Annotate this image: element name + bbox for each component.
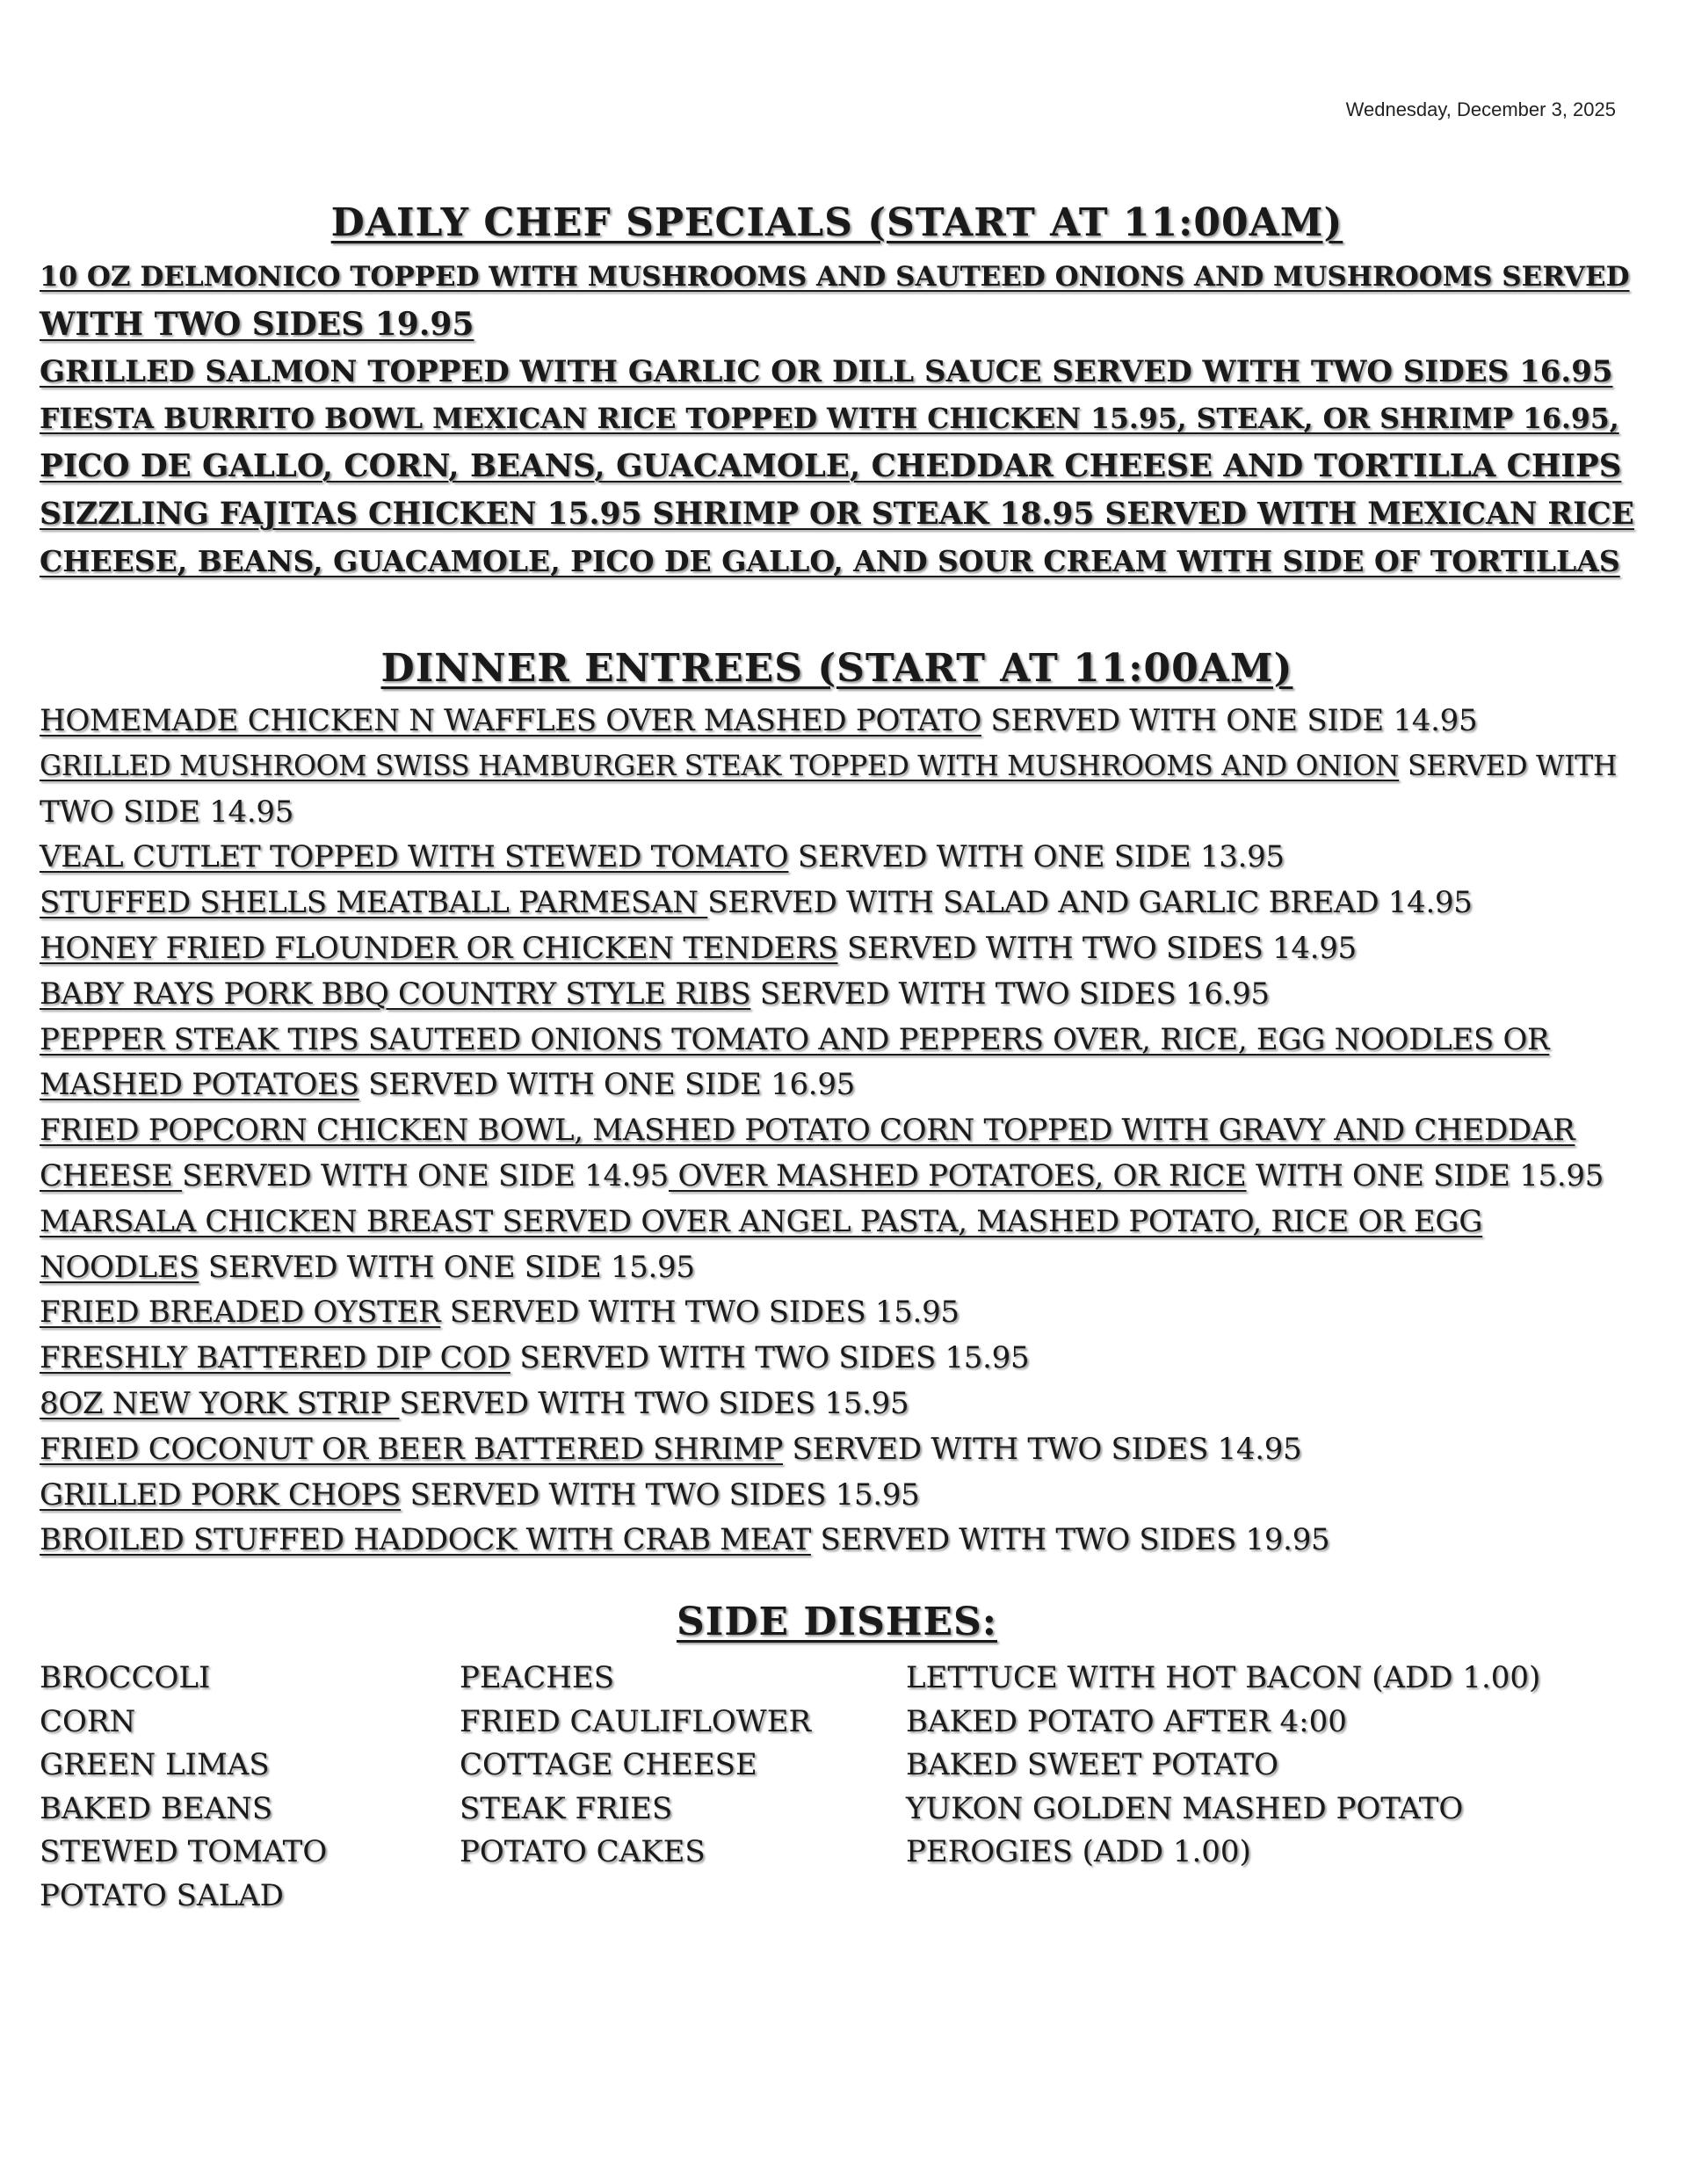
dinner-entrees-heading: DINNER ENTREES (START AT 11:00AM) xyxy=(380,646,1293,691)
entree-dish-name: HONEY FRIED FLOUNDER OR CHICKEN TENDERS xyxy=(40,930,838,966)
side-dish-item: STEAK FRIES xyxy=(460,1790,673,1826)
entree-line xyxy=(40,1154,1634,1200)
entree-detail: SERVED WITH TWO SIDES 19.95 xyxy=(810,1522,1330,1558)
side-dishes-heading: SIDE DISHES: xyxy=(676,1600,997,1644)
entree-line xyxy=(40,835,1634,881)
special-line: GRILLED SALMON TOPPED WITH GARLIC OR DILL SAUCE SERVED WITH TWO SIDES 16.95 xyxy=(40,354,1613,389)
special-line: FIESTA BURRITO BOWL MEXICAN RICE TOPPED WITH CHICKEN 15.95, STEAK, OR SHRIMP 16.95, xyxy=(40,403,1619,435)
entree-detail: SERVED WITH ONE SIDE 13.95 xyxy=(788,839,1285,875)
entree-line xyxy=(40,744,1634,790)
entree-line xyxy=(40,1518,1634,1564)
entree-dish-name: FRIED COCONUT OR BEER BATTERED SHRIMP xyxy=(40,1431,784,1467)
side-dish-item: POTATO SALAD xyxy=(40,1877,284,1913)
side-dish-item: GREEN LIMAS xyxy=(40,1747,270,1782)
entree-detail: SERVED WITH TWO SIDES 15.95 xyxy=(399,1385,909,1421)
entree-detail: SERVED WITH ONE SIDE 15.95 xyxy=(199,1249,695,1285)
entree-line xyxy=(40,1290,1634,1336)
side-dishes-column xyxy=(40,1657,460,1918)
entree-dish-name: NOODLES xyxy=(40,1249,199,1285)
special-line: WITH TWO SIDES 19.95 xyxy=(40,306,474,343)
entree-dish-name: MASHED POTATOES xyxy=(40,1067,359,1103)
side-dishes-column xyxy=(460,1657,906,1918)
entree-detail: SERVED WITH TWO SIDES 15.95 xyxy=(401,1477,920,1513)
entree-dish-name: FRIED BREADED OYSTER xyxy=(40,1295,441,1331)
side-dishes-grid xyxy=(40,1657,1634,1918)
side-dish-item: BAKED SWEET POTATO xyxy=(906,1747,1279,1782)
entree-detail: SERVED WITH TWO SIDES 14.95 xyxy=(837,930,1357,966)
entree-line xyxy=(40,881,1634,926)
daily-specials-list xyxy=(40,253,1634,585)
entree-dish-name: BROILED STUFFED HADDOCK WITH CRAB MEAT xyxy=(40,1522,811,1558)
side-dish-item: CORN xyxy=(40,1703,136,1739)
entree-dish-name: MARSALA CHICKEN BREAST SERVED OVER ANGEL PASTA, MASHED POTATO, RICE OR EGG xyxy=(40,1203,1483,1239)
special-line: CHEESE, BEANS, GUACAMOLE, PICO DE GALLO, AND SOUR CREAM WITH SIDE OF TORTILLAS xyxy=(40,544,1620,578)
entree-detail: SERVED WITH TWO SIDES 15.95 xyxy=(510,1340,1030,1376)
side-dish-item: POTATO CAKES xyxy=(460,1834,706,1869)
dinner-entrees-list xyxy=(40,699,1634,1564)
entree-detail: SERVED WITH xyxy=(1399,750,1618,782)
side-dishes-column xyxy=(906,1657,1541,1918)
entree-line xyxy=(40,1473,1634,1519)
side-dish-item: STEWED TOMATO xyxy=(40,1834,328,1869)
side-dish-item: PEROGIES (ADD 1.00) xyxy=(906,1834,1251,1869)
entree-detail: SERVED WITH ONE SIDE 14.95 xyxy=(182,1157,669,1194)
side-dish-item: FRIED CAULIFLOWER xyxy=(460,1703,812,1739)
entree-dish-name: FRIED POPCORN CHICKEN BOWL, MASHED POTATO CORN TOPPED WITH GRAVY AND CHEDDAR xyxy=(40,1113,1575,1149)
special-line: 10 OZ DELMONICO TOPPED WITH MUSHROOMS AND SAUTEED ONIONS AND MUSHROOMS SERVED xyxy=(40,261,1630,293)
entree-line xyxy=(40,1336,1634,1382)
entree-line xyxy=(40,1108,1634,1154)
side-dish-item: LETTUCE WITH HOT BACON (ADD 1.00) xyxy=(906,1660,1541,1695)
entree-line xyxy=(40,1245,1634,1291)
entree-detail: SERVED WITH TWO SIDES 16.95 xyxy=(750,976,1270,1012)
entree-detail: SERVED WITH ONE SIDE 14.95 xyxy=(981,703,1478,738)
side-dish-item: YUKON GOLDEN MASHED POTATO xyxy=(906,1790,1464,1826)
entree-dish-name: OVER MASHED POTATOES, OR RICE xyxy=(668,1157,1247,1194)
special-line: PICO DE GALLO, CORN, BEANS, GUACAMOLE, CHEDDAR CHEESE AND TORTILLA CHIPS xyxy=(40,448,1622,484)
entree-dish-name: HOMEMADE CHICKEN N WAFFLES OVER MASHED POTATO xyxy=(40,703,981,738)
entree-line xyxy=(40,699,1634,744)
entree-dish-name: VEAL CUTLET TOPPED WITH STEWED TOMATO xyxy=(40,839,789,875)
entree-detail: WITH ONE SIDE 15.95 xyxy=(1246,1157,1604,1194)
entree-detail: SERVED WITH ONE SIDE 16.95 xyxy=(358,1067,855,1103)
side-dish-item: COTTAGE CHEESE xyxy=(460,1747,757,1782)
entree-detail: SERVED WITH TWO SIDES 15.95 xyxy=(440,1295,959,1331)
entree-dish-name: CHEESE xyxy=(40,1157,183,1194)
entree-detail: SERVED WITH SALAD AND GARLIC BREAD 14.95 xyxy=(707,885,1473,921)
entree-line xyxy=(40,926,1634,972)
entree-dish-name: STUFFED SHELLS MEATBALL PARMESAN xyxy=(40,885,708,921)
daily-specials-heading: DAILY CHEF SPECIALS (START AT 11:00AM) xyxy=(330,200,1343,245)
entree-dish-name: BABY RAYS PORK BBQ COUNTRY STYLE RIBS xyxy=(40,976,751,1012)
entree-dish-name: GRILLED MUSHROOM SWISS HAMBURGER STEAK TOPPED WITH MUSHROOMS AND ONION xyxy=(40,750,1400,782)
entree-line xyxy=(40,1427,1634,1473)
entree-dish-name: 8OZ NEW YORK STRIP xyxy=(40,1385,400,1421)
entree-line xyxy=(40,972,1634,1018)
side-dish-item: BAKED BEANS xyxy=(40,1790,273,1826)
entree-line xyxy=(40,1382,1634,1427)
entree-line xyxy=(40,1063,1634,1108)
menu-date: Wednesday, December 3, 2025 xyxy=(1345,98,1616,120)
entree-line xyxy=(40,790,1634,836)
entree-line xyxy=(40,1200,1634,1245)
entree-detail: SERVED WITH TWO SIDES 14.95 xyxy=(783,1431,1302,1467)
entree-line xyxy=(40,1018,1634,1063)
side-dish-item: BROCCOLI xyxy=(40,1660,211,1695)
entree-dish-name: GRILLED PORK CHOPS xyxy=(40,1477,402,1513)
side-dish-item: BAKED POTATO AFTER 4:00 xyxy=(906,1703,1347,1739)
entree-dish-name: FRESHLY BATTERED DIP COD xyxy=(40,1340,510,1376)
entree-dish-name: PEPPER STEAK TIPS SAUTEED ONIONS TOMATO AND PEPPERS OVER, RICE, EGG NOODLES OR xyxy=(40,1021,1550,1057)
special-line: SIZZLING FAJITAS CHICKEN 15.95 SHRIMP OR STEAK 18.95 SERVED WITH MEXICAN RICE xyxy=(40,497,1634,532)
side-dish-item: PEACHES xyxy=(460,1660,615,1695)
entree-detail: TWO SIDE 14.95 xyxy=(40,794,294,830)
